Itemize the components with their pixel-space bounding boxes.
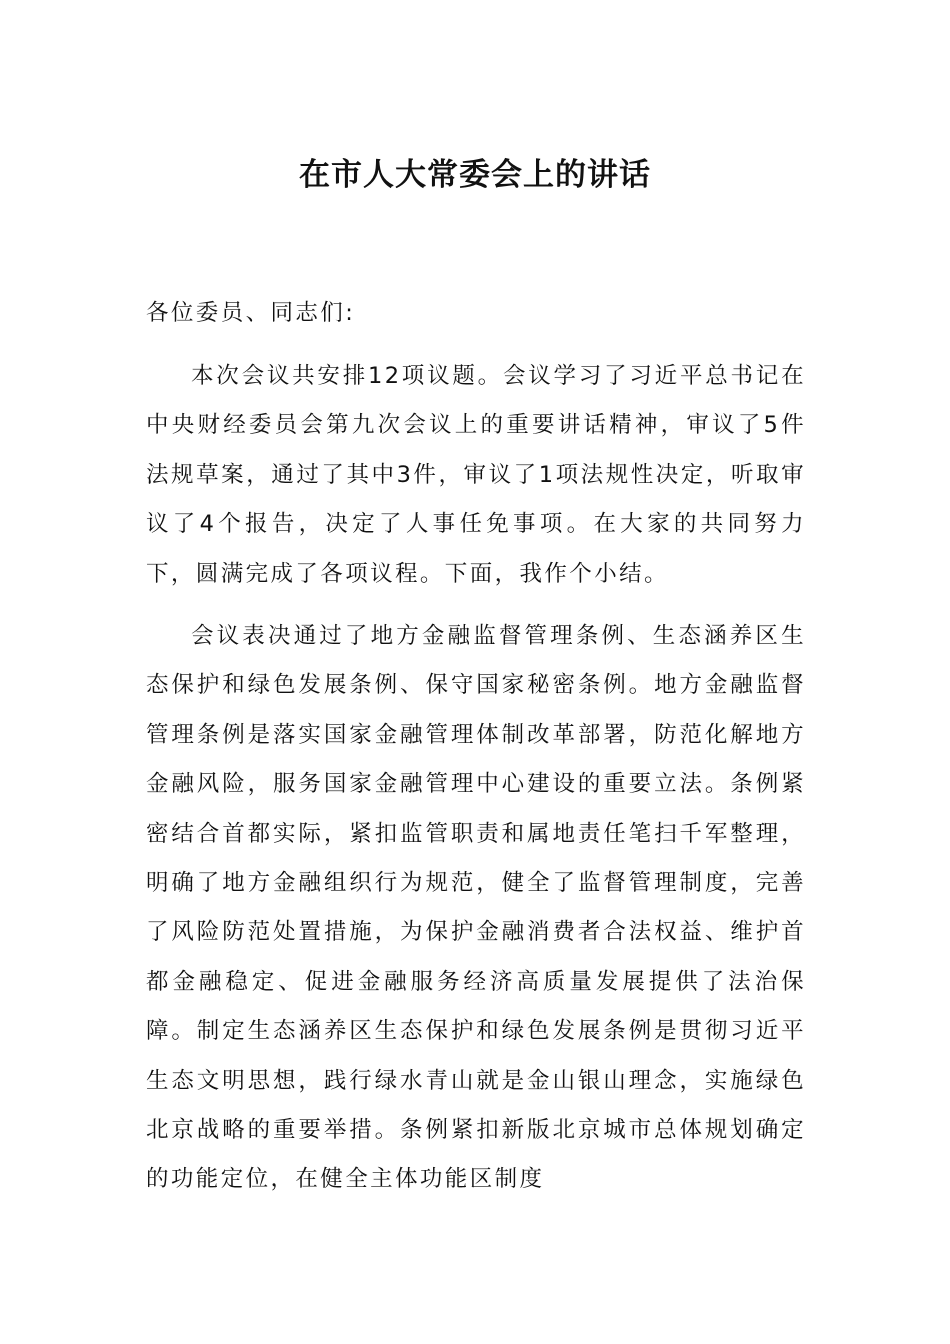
paragraph-2: 会议表决通过了地方金融监督管理条例、生态涵养区生态保护和绿色发展条例、保守国家秘密条例。地方金融监督管理条例是落实国家金融管理体制改革部署，防范化解地方金融风险，服务国家金融管理中心建设的重要立法。条例紧密结合首都实际，紧扣监管职责和属地责任笔扫千军整理，明确了地方金融组织行为规范，健全了监督管理制度，完善了风险防范处置措施，为保护金融消费者合法权益、维护首都金融稳定、促进金融服务经济高质量发展提供了法治保障。制定生态涵养区生态保护和绿色发展条例是贯彻习近平生态文明思想，践行绿水青山就是金山银山理念，实施绿色北京战略的重要举措。条例紧扣新版北京城市总体规划确定的功能定位，在健全主体功能区制度 [146, 623, 806, 1193]
document-title: 在市人大常委会上的讲话 [299, 157, 651, 193]
salutation: 各位委员、同志们: [146, 300, 356, 326]
paragraph-1: 本次会议共安排12项议题。会议学习了习近平总书记在中央财经委员会第九次会议上的重要讲话精神，审议了5件法规草案，通过了其中3件，审议了1项法规性决定，听取审议了4个报告，决定了人事任免事项。在大家的共同努力下，圆满完成了各项议程。下面，我作个小结。 [146, 363, 806, 587]
